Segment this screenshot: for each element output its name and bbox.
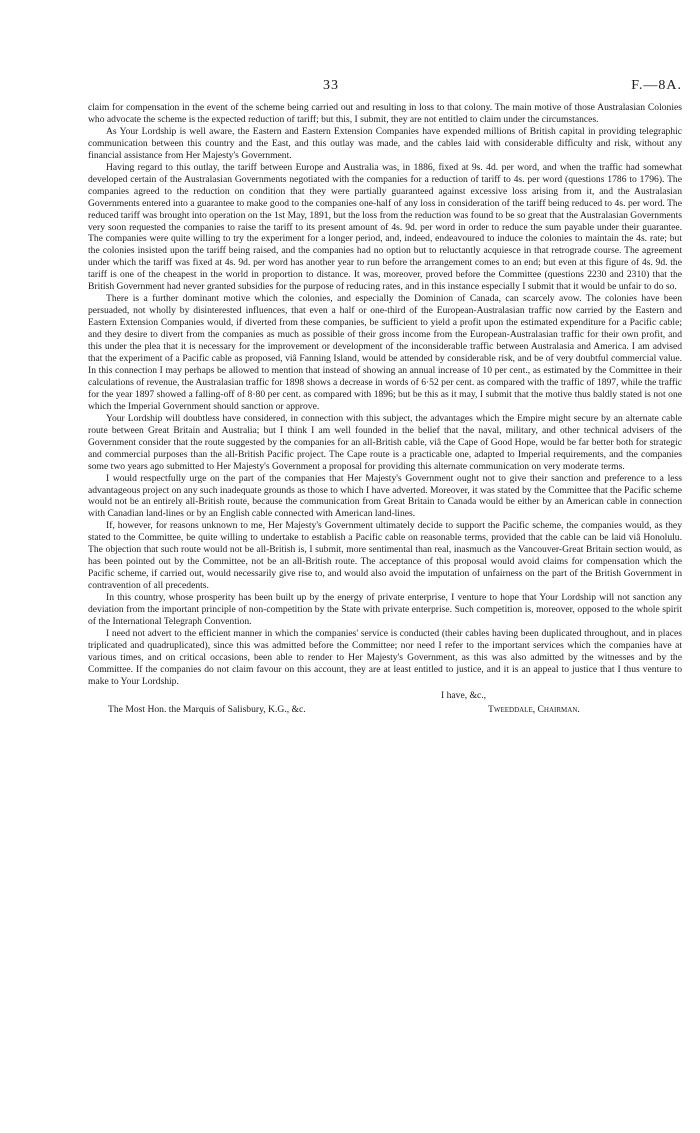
paragraph-8: In this country, whose prosperity has been built up by the energy of private enterprise, I venture to hope that Your Lordship will not sanction any deviation from the important principle of non-competition by the State with private enterprise. Such competition is, moreover, opposed to the whole spirit of the International Telegraph Convention. (88, 592, 682, 627)
paragraph-9: I need not advert to the efficient manner in which the companies' service is conducted (their cables having been duplicated throughout, and in places triplicated and quadruplicated), since this was admitted before the Committee; nor need I refer to the important services which the companies have at various times, and on critical occasions, been able to render to Her Majesty's Government, as this was also admitted by the witnesses and by the Committee. If the companies do not claim favour on this account, they are at least entitled to justice, and it is an appeal to justice that I thus venture to make to Your Lordship. (88, 627, 682, 687)
paragraph-3: Having regard to this outlay, the tariff between Europe and Australia was, in 1886, fixed at 9s. 4d. per word, and when the traffic had somewhat developed certain of the Australasian Governments negotiated with the companies for a reduction of tariff to 4s. per word (questions 1786 to 1796). The companies agreed to the reduction on condition that they were partially guaranteed against excessive loss arising from it, and the Australasian Governments entered into a guarantee to make good to the companies one-half of any loss in consideration of the tariff being reduced to 4s. per word. The reduced tariff was brought into operation on the 1st May, 1891, but the loss from the reduction was found to be so great that the Australasian Governments very soon requested the companies to raise the tariff to its present amount of 4s. 9d. per word in order to reduce the sum payable under their guarantee. The companies were quite willing to try the experiment for a longer period, and, indeed, endeavoured to induce the colonies to maintain the 4s. rate; but the colonies insisted upon the tariff being raised, and the companies had no option but to reluctantly acquiesce in that retrograde course. The agreement under which the tariff was fixed at 4s. 9d. per word has another year to run before the arrangement comes to an end; but even at this figure of 4s. 9d. the tariff is one of the cheapest in the world in proportion to distance. It was, moreover, proved before the Committee (questions 2230 and 2310) that the British Government had never granted subsidies for the purpose of reducing rates, and in this instance especially I submit that it would be unfair to do so. (88, 161, 682, 293)
letter-closing (88, 688, 682, 728)
signature: Tweeddale, Chairman. (488, 703, 580, 715)
paragraph-1: claim for compensation in the event of the scheme being carried out and resulting in loss to that colony. The main motive of those Australasian Colonies who advocate the scheme is the expected reduction of tariff; but this, I submit, they are not entitled to claim under the circumstances. (88, 102, 682, 125)
paragraph-6: I would respectfully urge on the part of the companies that Her Majesty's Government ought not to give their sanction and preference to a less advantageous project on any such inadequate grounds as those to which I have adverted. Moreover, it was stated by the Committee that the Pacific scheme would not be an entirely all-British route, because the communication from Great Britain to Canada would be either by an American cable in connection with Canadian land-lines or by an English cable connected with American land-lines. (88, 472, 682, 520)
addressee: The Most Hon. the Marquis of Salisbury, K.G., &c. (108, 703, 306, 715)
letter-body (88, 102, 682, 688)
paragraph-7: If, however, for reasons unknown to me, Her Majesty's Government ultimately decide to support the Pacific scheme, the companies would, as they stated to the Committee, be quite willing to undertake to establish a Pacific cable on reasonable terms, provided that the cable can be laid viâ Honolulu. The objection that such route would not be all-British is, I submit, more sentimental than real, inasmuch as the Vancouver-Great Britain section would, as has been pointed out by the Committee, not be an all-British route. The acceptance of this proposal would avoid claims for compensation which the Pacific scheme, if carried out, would necessarily give rise to, and would also avoid the imputation of unfairness on the part of the British Government in contravention of all precedents. (88, 520, 682, 592)
page-header (88, 78, 682, 102)
page-number: 33 (323, 78, 339, 93)
paragraph-2: As Your Lordship is well aware, the Eastern and Eastern Extension Companies have expended millions of British capital in providing telegraphic communication between this country and the East, and this outlay was made, and the cables laid with considerable difficulty and risk, without any financial assistance from Her Majesty's Government. (88, 125, 682, 161)
document-page (88, 78, 682, 728)
paragraph-4: There is a further dominant motive which the colonies, and especially the Dominion of Canada, can scarcely avow. The colonies have been persuaded, not wholly by disinterested influences, that even a half or one-third of the European-Australasian traffic now carried by the Eastern and Eastern Extension Companies would, if diverted from these companies, be sufficient to yield a profit upon the estimated expenditure for a Pacific cable; and they desire to divert from the companies as much as possible of their gross income from the European-Australasian traffic for their own profit, and this under the plea that it is necessary for the improvement or development of the inconsiderable traffic between Australasia and America. I am advised that the experiment of a Pacific cable as proposed, viâ Fanning Island, would be attended by considerable risk, and be of very doubtful commercial value. In this connection I may perhaps be allowed to mention that instead of showing an annual increase of 10 per cent., as estimated by the Committee in their calculations of revenue, the Australasian traffic for 1898 shows a decrease in words of 6·52 per cent. as compared with the traffic of 1897, while the traffic for the year 1897 showed a falling-off of 8·80 per cent. as compared with 1896; but be this as it may, I submit that the motive thus baldly stated is not one which the Imperial Government should sanction or approve. (88, 293, 682, 412)
paragraph-5: Your Lordship will doubtless have considered, in connection with this subject, the advantages which the Empire might secure by an alternate cable route between Great Britain and Australia; but I think I am well founded in the belief that the naval, military, and other technical advisers of the Government consider that the route suggested by the companies for an all-British cable, viâ the Cape of Good Hope, would be far better both for strategic and commercial purposes than the all-British Pacific project. The Cape route is a practicable one, adapted to Imperial requirements, and the companies some two years ago submitted to Her Majesty's Government a proposal for providing this alternate communication on very moderate terms. (88, 412, 682, 472)
sign-off: I have, &c., (441, 689, 487, 701)
paper-reference: F.—8A. (631, 78, 682, 93)
